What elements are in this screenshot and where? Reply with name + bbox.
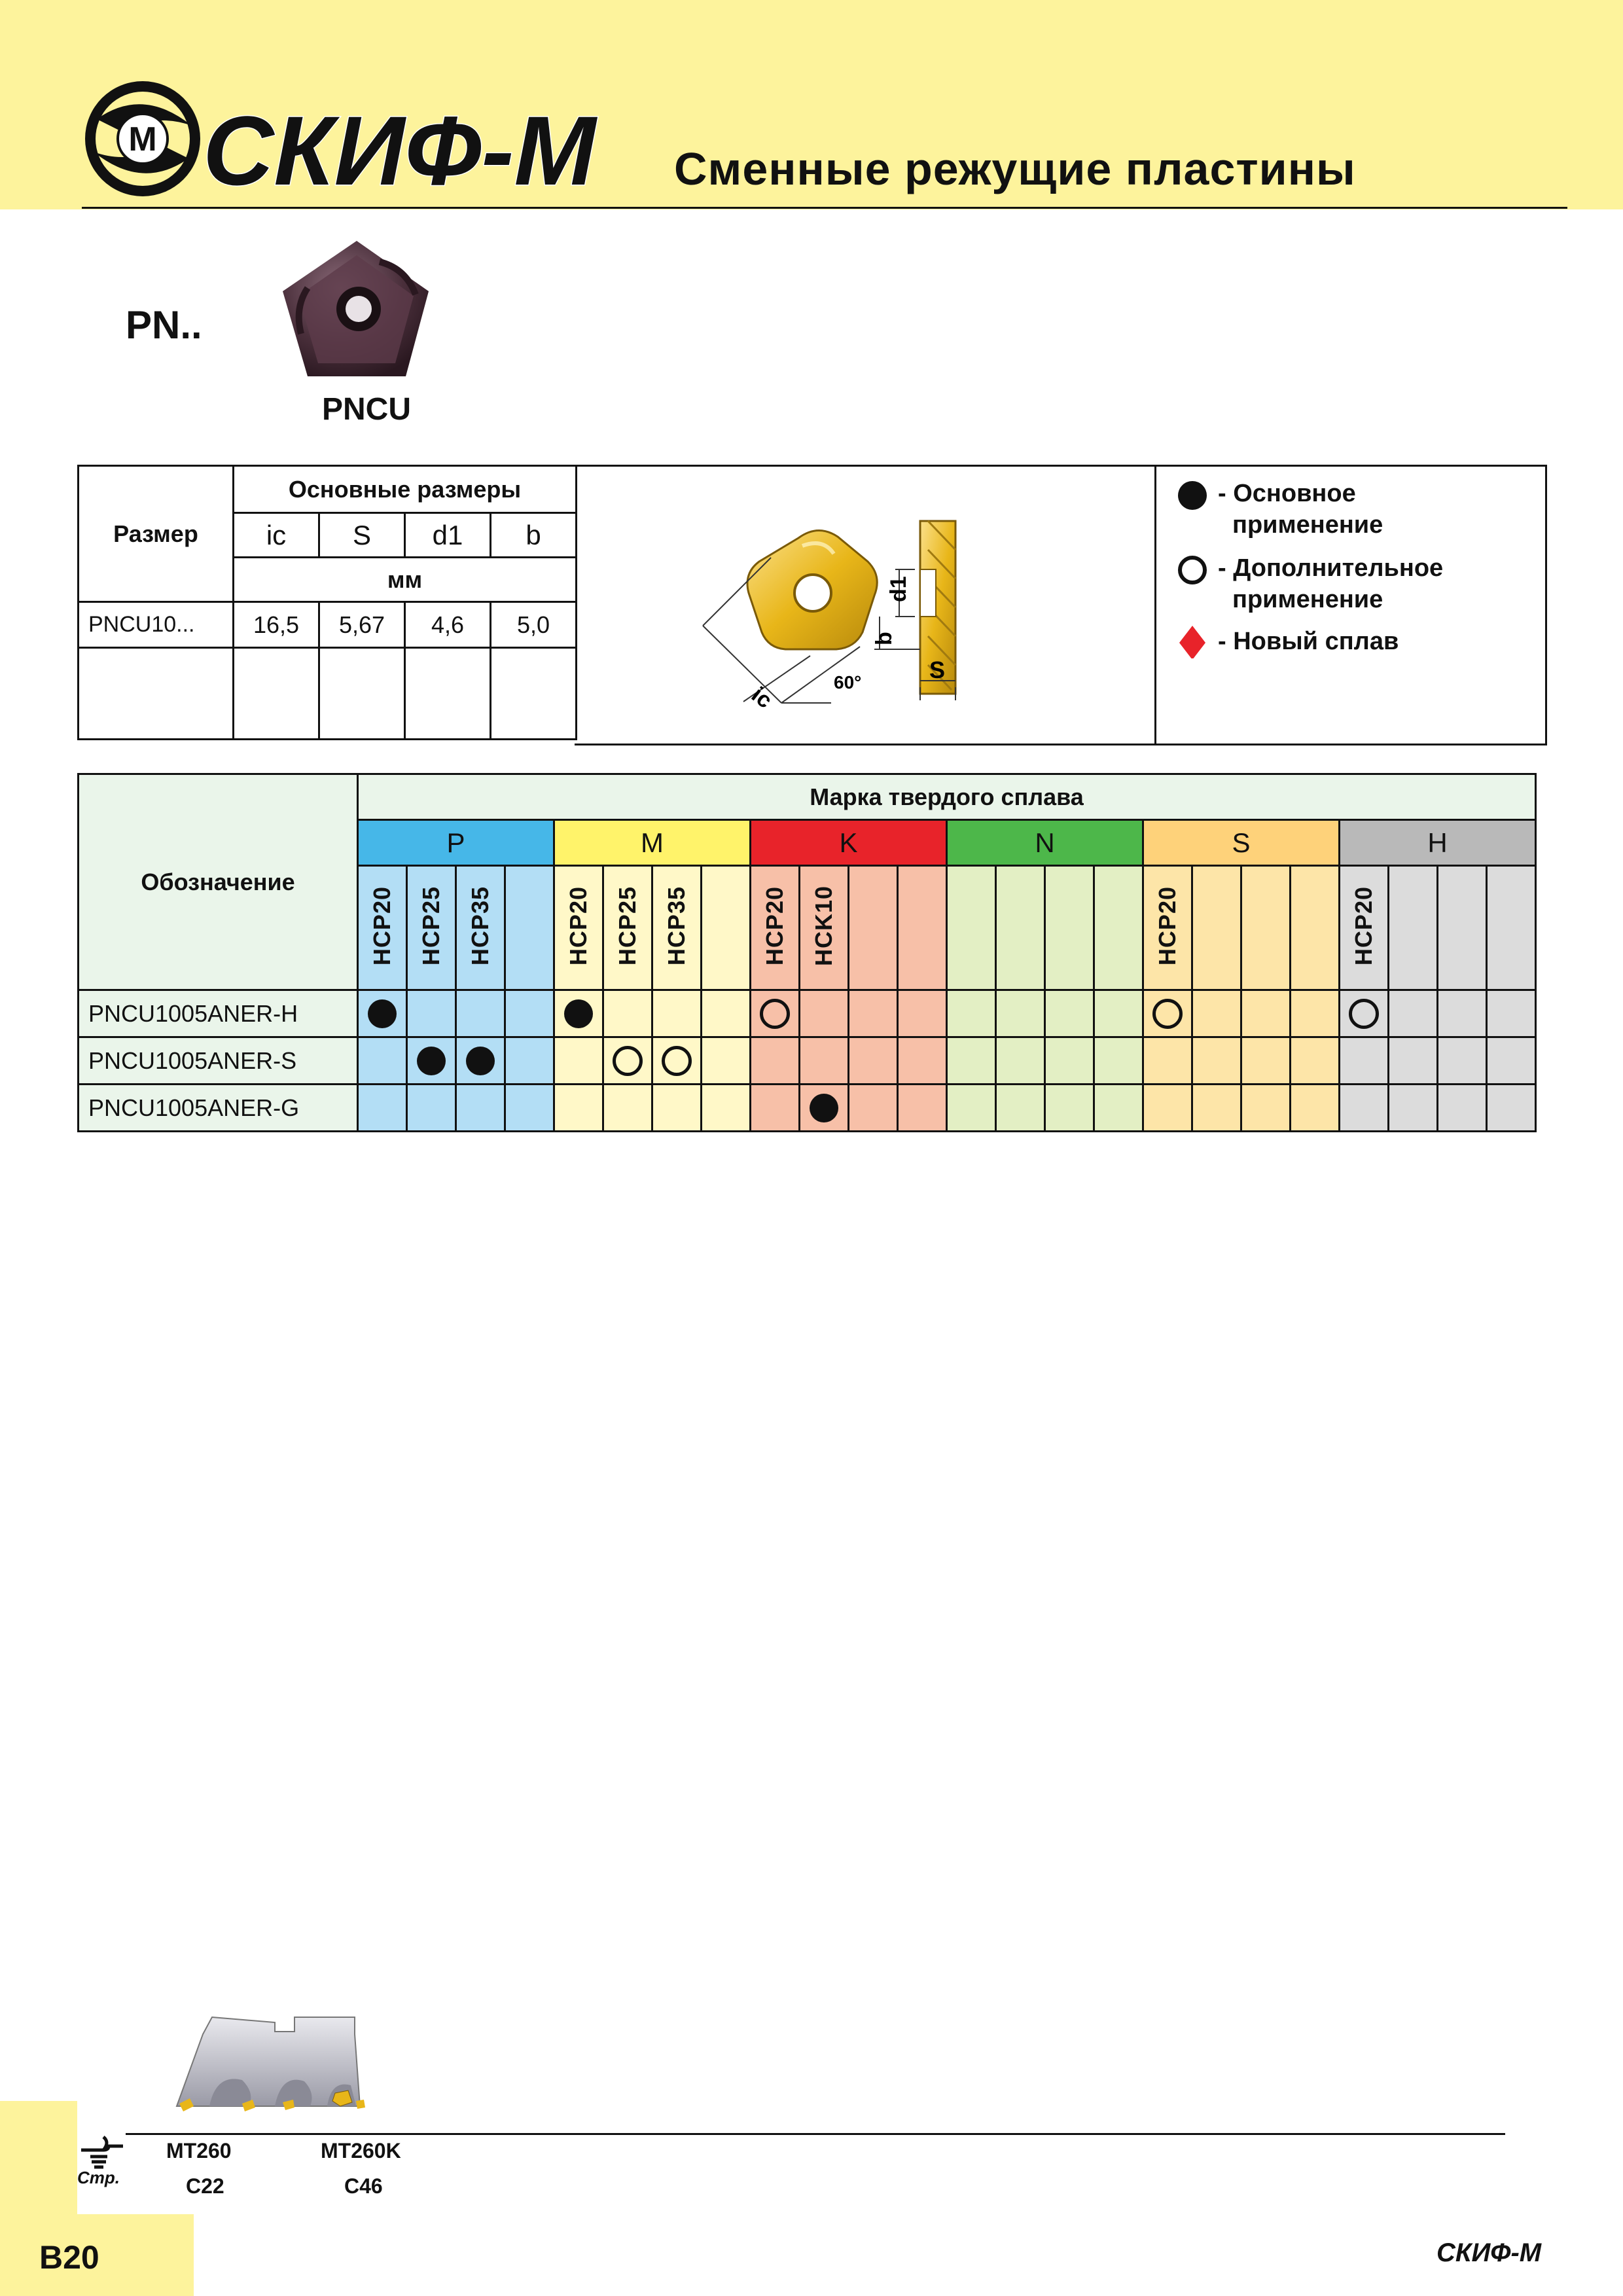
table-row: [79, 1085, 1536, 1132]
grade-cell: [456, 1085, 505, 1132]
grade-label: HCP20: [1350, 886, 1377, 966]
dimensions-table: [77, 465, 577, 740]
grade-cell: [1192, 1037, 1241, 1085]
grade-cell: [505, 990, 554, 1037]
grade-header-cell: [1241, 866, 1291, 990]
grade-cell: [751, 1085, 800, 1132]
open-circle-icon: [1176, 552, 1209, 585]
grade-cell: [1291, 1037, 1340, 1085]
column-header-b: b: [491, 513, 577, 558]
grade-cell: [1487, 1037, 1536, 1085]
unit-label: мм: [234, 558, 577, 602]
grade-cell: [800, 1085, 849, 1132]
grade-label: HCP35: [467, 886, 493, 966]
grade-cell: [1192, 1085, 1241, 1132]
grade-header-cell: [1340, 866, 1389, 990]
label-angle: 60°: [834, 672, 862, 692]
grade-cell: [652, 990, 702, 1037]
grade-cell: [1241, 990, 1291, 1037]
group-M: M: [554, 820, 751, 866]
label-s: S: [929, 656, 946, 683]
insert-photo: [275, 236, 438, 393]
open-circle-icon: [1152, 999, 1183, 1029]
grade-cell: [456, 990, 505, 1037]
grade-cell: [1094, 990, 1143, 1037]
grade-cell: [1340, 990, 1389, 1037]
label-ic: ic: [747, 682, 777, 713]
value-s: 5,67: [319, 602, 405, 648]
group-N: N: [947, 820, 1143, 866]
group-P: P: [358, 820, 554, 866]
grade-header-cell: [898, 866, 947, 990]
page-ref-label: Стр.: [77, 2168, 120, 2187]
grade-cell: [407, 990, 456, 1037]
legend-text: применение: [1232, 586, 1383, 613]
group-K: K: [751, 820, 947, 866]
filled-circle-icon: [564, 999, 593, 1028]
grade-header-cell: [407, 866, 456, 990]
legend-text: применение: [1232, 511, 1383, 539]
grade-label: HCP20: [368, 886, 395, 966]
legend-text: - Новый сплав: [1218, 628, 1399, 655]
grade-cell: [996, 1037, 1045, 1085]
group-S: S: [1143, 820, 1340, 866]
grade-header-cell: [1192, 866, 1241, 990]
grade-cell: [1045, 990, 1094, 1037]
grade-cell: [702, 1085, 751, 1132]
grade-cell: [1487, 990, 1536, 1037]
grade-header-cell: [1389, 866, 1438, 990]
grade-cell: [505, 1085, 554, 1132]
page-title: Сменные режущие пластины: [674, 143, 1356, 194]
grade-header-cell: [456, 866, 505, 990]
table-row: [79, 602, 577, 648]
value-d1: 4,6: [405, 602, 491, 648]
skif-m-logo: [77, 73, 601, 204]
open-circle-icon: [613, 1046, 643, 1076]
grade-header-cell: [751, 866, 800, 990]
carbide-grade-header: Марка твердого сплава: [358, 774, 1536, 820]
grade-cell: [849, 1037, 898, 1085]
row-designation: PNCU1005ANER-S: [79, 1037, 358, 1085]
grade-cell: [800, 990, 849, 1037]
label-b: b: [872, 632, 897, 645]
column-header-s: S: [319, 513, 405, 558]
page-number: B20: [39, 2239, 99, 2276]
legend-text: - Основное: [1218, 480, 1356, 507]
grade-cell: [603, 1085, 652, 1132]
size-header: Размер: [79, 466, 234, 602]
legend-item-main: [1176, 478, 1383, 541]
filled-circle-icon: [810, 1094, 838, 1122]
legend: [1154, 465, 1549, 744]
table-row: [79, 990, 1536, 1037]
grade-cell: [849, 990, 898, 1037]
grade-cell: [1045, 1037, 1094, 1085]
table-row: [79, 1037, 1536, 1085]
grade-cell: [947, 1085, 996, 1132]
open-circle-icon: [760, 999, 790, 1029]
grade-cell: [996, 990, 1045, 1037]
grade-cell: [554, 1037, 603, 1085]
ref-model[interactable]: MT260K: [321, 2139, 401, 2162]
svg-text:М: М: [128, 120, 157, 158]
row-designation: PNCU1005ANER-H: [79, 990, 358, 1037]
grade-label: HCK10: [810, 886, 837, 967]
grade-cell: [1389, 1085, 1438, 1132]
grade-header-cell: [1438, 866, 1487, 990]
red-diamond-icon: [1176, 626, 1209, 658]
grade-header-cell: [702, 866, 751, 990]
svg-text:СКИФ-М: СКИФ-М: [203, 96, 596, 204]
grade-label: HCP20: [565, 886, 592, 966]
grade-label: HCP20: [1154, 886, 1181, 966]
grade-cell: [1389, 990, 1438, 1037]
grade-header-cell: [652, 866, 702, 990]
grade-cell: [702, 990, 751, 1037]
open-circle-icon: [662, 1046, 692, 1076]
insert-name: PNCU: [322, 392, 412, 427]
grade-header-cell: [1143, 866, 1192, 990]
grade-cell: [898, 990, 947, 1037]
grade-cell: [1291, 1085, 1340, 1132]
grades-table: [77, 773, 1537, 1132]
grade-cell: [1143, 1037, 1192, 1085]
grade-cell: [407, 1085, 456, 1132]
grade-cell: [1045, 1085, 1094, 1132]
grade-cell: [358, 1037, 407, 1085]
column-header-ic: ic: [234, 513, 319, 558]
table-row-empty: [79, 648, 577, 740]
legend-item-new-alloy: [1176, 626, 1399, 658]
grade-cell: [652, 1037, 702, 1085]
legend-text: - Дополнительное: [1218, 554, 1444, 582]
size-name: PNCU10...: [79, 602, 234, 648]
grade-cell: [751, 1037, 800, 1085]
grade-header-cell: [554, 866, 603, 990]
grade-label: HCP25: [418, 886, 444, 966]
filled-circle-icon: [368, 999, 397, 1028]
grade-cell: [1143, 1085, 1192, 1132]
grade-cell: [1241, 1085, 1291, 1132]
footer-brand: СКИФ-М: [1436, 2238, 1542, 2267]
open-circle-icon: [1349, 999, 1379, 1029]
legend-item-additional: [1176, 552, 1443, 615]
grade-cell: [1438, 990, 1487, 1037]
grade-cell: [947, 1037, 996, 1085]
grade-cell: [800, 1037, 849, 1085]
grade-cell: [1487, 1085, 1536, 1132]
grade-label: HCP20: [761, 886, 788, 966]
grade-header-cell: [505, 866, 554, 990]
grade-cell: [1291, 990, 1340, 1037]
grade-header-cell: [947, 866, 996, 990]
grade-cell: [898, 1037, 947, 1085]
header-rule: [82, 207, 1567, 209]
grade-cell: [751, 990, 800, 1037]
grade-cell: [407, 1037, 456, 1085]
value-b: 5,0: [491, 602, 577, 648]
row-designation: PNCU1005ANER-G: [79, 1085, 358, 1132]
grade-label: HCP25: [614, 886, 641, 966]
grade-cell: [1192, 990, 1241, 1037]
grade-cell: [1389, 1037, 1438, 1085]
filled-circle-icon: [466, 1047, 495, 1075]
grade-header-cell: [996, 866, 1045, 990]
grade-header-cell: [1291, 866, 1340, 990]
grade-cell: [1438, 1037, 1487, 1085]
pointing-hand-icon: [77, 2130, 130, 2172]
ref-page[interactable]: C22: [186, 2174, 224, 2198]
designation-header: Обозначение: [79, 774, 358, 990]
grade-cell: [554, 1085, 603, 1132]
grade-header-cell: [800, 866, 849, 990]
grade-header-cell: [1045, 866, 1094, 990]
grade-header-cell: [358, 866, 407, 990]
grade-cell: [652, 1085, 702, 1132]
grade-cell: [1340, 1037, 1389, 1085]
label-d1: d1: [886, 576, 911, 602]
main-dimensions-header: Основные размеры: [234, 466, 577, 513]
filled-circle-icon: [417, 1047, 446, 1075]
grade-cell: [702, 1037, 751, 1085]
grade-header-cell: [1094, 866, 1143, 990]
grade-cell: [1143, 990, 1192, 1037]
grade-cell: [603, 990, 652, 1037]
grade-cell: [603, 1037, 652, 1085]
grade-cell: [358, 990, 407, 1037]
grade-label: HCP35: [663, 886, 690, 966]
grade-cell: [1241, 1037, 1291, 1085]
insert-dimension-drawing: [575, 465, 1153, 744]
grade-cell: [1340, 1085, 1389, 1132]
footer-rule: [126, 2133, 1505, 2135]
grade-cell: [358, 1085, 407, 1132]
grade-cell: [898, 1085, 947, 1132]
group-H: H: [1340, 820, 1536, 866]
ref-model[interactable]: MT260: [166, 2139, 232, 2162]
grade-cell: [996, 1085, 1045, 1132]
series-label: PN..: [126, 303, 202, 347]
milling-cutter-image: [164, 2008, 406, 2125]
grade-header-cell: [1487, 866, 1536, 990]
grade-cell: [505, 1037, 554, 1085]
grade-cell: [1438, 1085, 1487, 1132]
grade-cell: [947, 990, 996, 1037]
grade-cell: [1094, 1037, 1143, 1085]
grade-cell: [1094, 1085, 1143, 1132]
grade-header-cell: [603, 866, 652, 990]
column-header-d1: d1: [405, 513, 491, 558]
grade-cell: [456, 1037, 505, 1085]
grade-cell: [554, 990, 603, 1037]
grade-header-cell: [849, 866, 898, 990]
value-ic: 16,5: [234, 602, 319, 648]
ref-page[interactable]: C46: [344, 2174, 383, 2198]
filled-circle-icon: [1176, 478, 1209, 511]
grade-cell: [849, 1085, 898, 1132]
